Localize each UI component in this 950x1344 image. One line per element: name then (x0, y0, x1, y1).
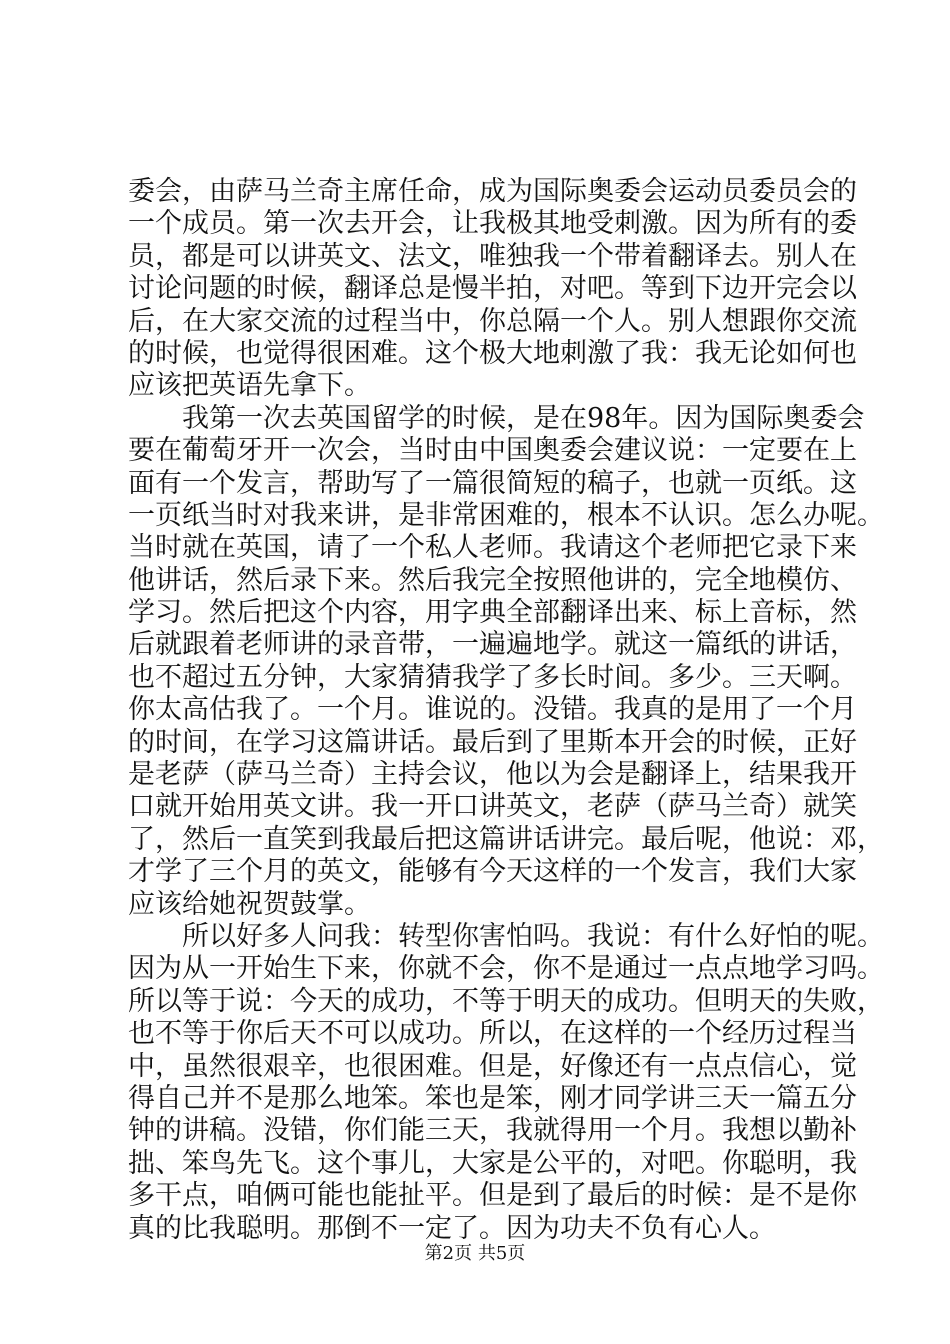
paragraph (128, 402, 884, 921)
text-line: 面有一个发言，帮助写了一篇很简短的稿子，也就一页纸。这 (128, 467, 857, 499)
text-line: 一页纸当时对我来讲，是非常困难的，根本不认识。怎么办呢。 (128, 499, 884, 531)
text-line: 应该给她祝贺鼓掌。 (128, 888, 371, 920)
text-line: 讨论问题的时候，翻译总是慢半拍，对吧。等到下边开完会以 (128, 273, 857, 305)
text-line: 钟的讲稿。没错，你们能三天，我就得用一个月。我想以勤补 (128, 1115, 857, 1147)
text-line: 的时候，也觉得很困难。这个极大地刺激了我：我无论如何也 (128, 337, 857, 369)
text-line: 他讲话，然后录下来。然后我完全按照他讲的，完全地模仿、 (128, 564, 857, 596)
text-line: 一个成员。第一次去开会，让我极其地受刺激。因为所有的委 (128, 208, 857, 240)
text-line: 拙、笨鸟先飞。这个事儿，大家是公平的，对吧。你聪明，我 (128, 1147, 857, 1179)
text-line: 因为从一开始生下来，你就不会，你不是通过一点点地学习吗。 (128, 953, 884, 985)
text-line: 后，在大家交流的过程当中，你总隔一个人。别人想跟你交流 (128, 305, 857, 337)
text-line: 后就跟着老师讲的录音带，一遍遍地学。就这一篇纸的讲话， (128, 629, 857, 661)
text-line: 得自己并不是那么地笨。笨也是笨，刚才同学讲三天一篇五分 (128, 1082, 857, 1114)
text-line: 当时就在英国，请了一个私人老师。我请这个老师把它录下来 (128, 532, 857, 564)
paragraph (128, 920, 884, 1245)
text-line: 中，虽然很艰辛，也很困难。但是，好像还有一点点信心，觉 (128, 1050, 857, 1082)
text-line: 是老萨（萨马兰奇）主持会议，他以为会是翻译上，结果我开 (128, 759, 857, 791)
text-line: 口就开始用英文讲。我一开口讲英文，老萨（萨马兰奇）就笑 (128, 791, 857, 823)
text-line: 才学了三个月的英文，能够有今天这样的一个发言，我们大家 (128, 856, 857, 888)
page-footer: 第2页 共5页 (424, 1243, 526, 1264)
text-line: 多干点，咱俩可能也能扯平。但是到了最后的时候：是不是你 (128, 1180, 857, 1212)
text-line: 的时间，在学习这篇讲话。最后到了里斯本开会的时候，正好 (128, 726, 857, 758)
text-line: 要在葡萄牙开一次会，当时由中国奥委会建议说：一定要在上 (128, 435, 857, 467)
text-line: 学习。然后把这个内容，用字典全部翻译出来、标上音标，然 (128, 597, 857, 629)
text-line: 也不超过五分钟，大家猜猜我学了多长时间。多少。三天啊。 (128, 661, 857, 693)
text-line: 真的比我聪明。那倒不一定了。因为功夫不负有心人。 (128, 1212, 776, 1244)
paragraph (128, 176, 857, 403)
text-line: 所以好多人问我：转型你害怕吗。我说：有什么好怕的呢。 (182, 920, 884, 952)
text-line: 应该把英语先拿下。 (128, 370, 371, 402)
text-line: 你太高估我了。一个月。谁说的。没错。我真的是用了一个月 (128, 694, 857, 726)
text-line: 委会，由萨马兰奇主席任命，成为国际奥委会运动员委员会的 (128, 176, 857, 207)
text-line: 也不等于你后天不可以成功。所以，在这样的一个经历过程当 (128, 1018, 857, 1050)
document-body (128, 176, 884, 1245)
text-line: 所以等于说：今天的成功，不等于明天的成功。但明天的失败， (128, 985, 884, 1017)
text-line: 我第一次去英国留学的时候，是在98年。因为国际奥委会 (182, 402, 865, 434)
text-line: 员，都是可以讲英文、法文，唯独我一个带着翻译去。别人在 (128, 240, 857, 272)
text-line: 了，然后一直笑到我最后把这篇讲话讲完。最后呢，他说：邓， (128, 823, 884, 855)
